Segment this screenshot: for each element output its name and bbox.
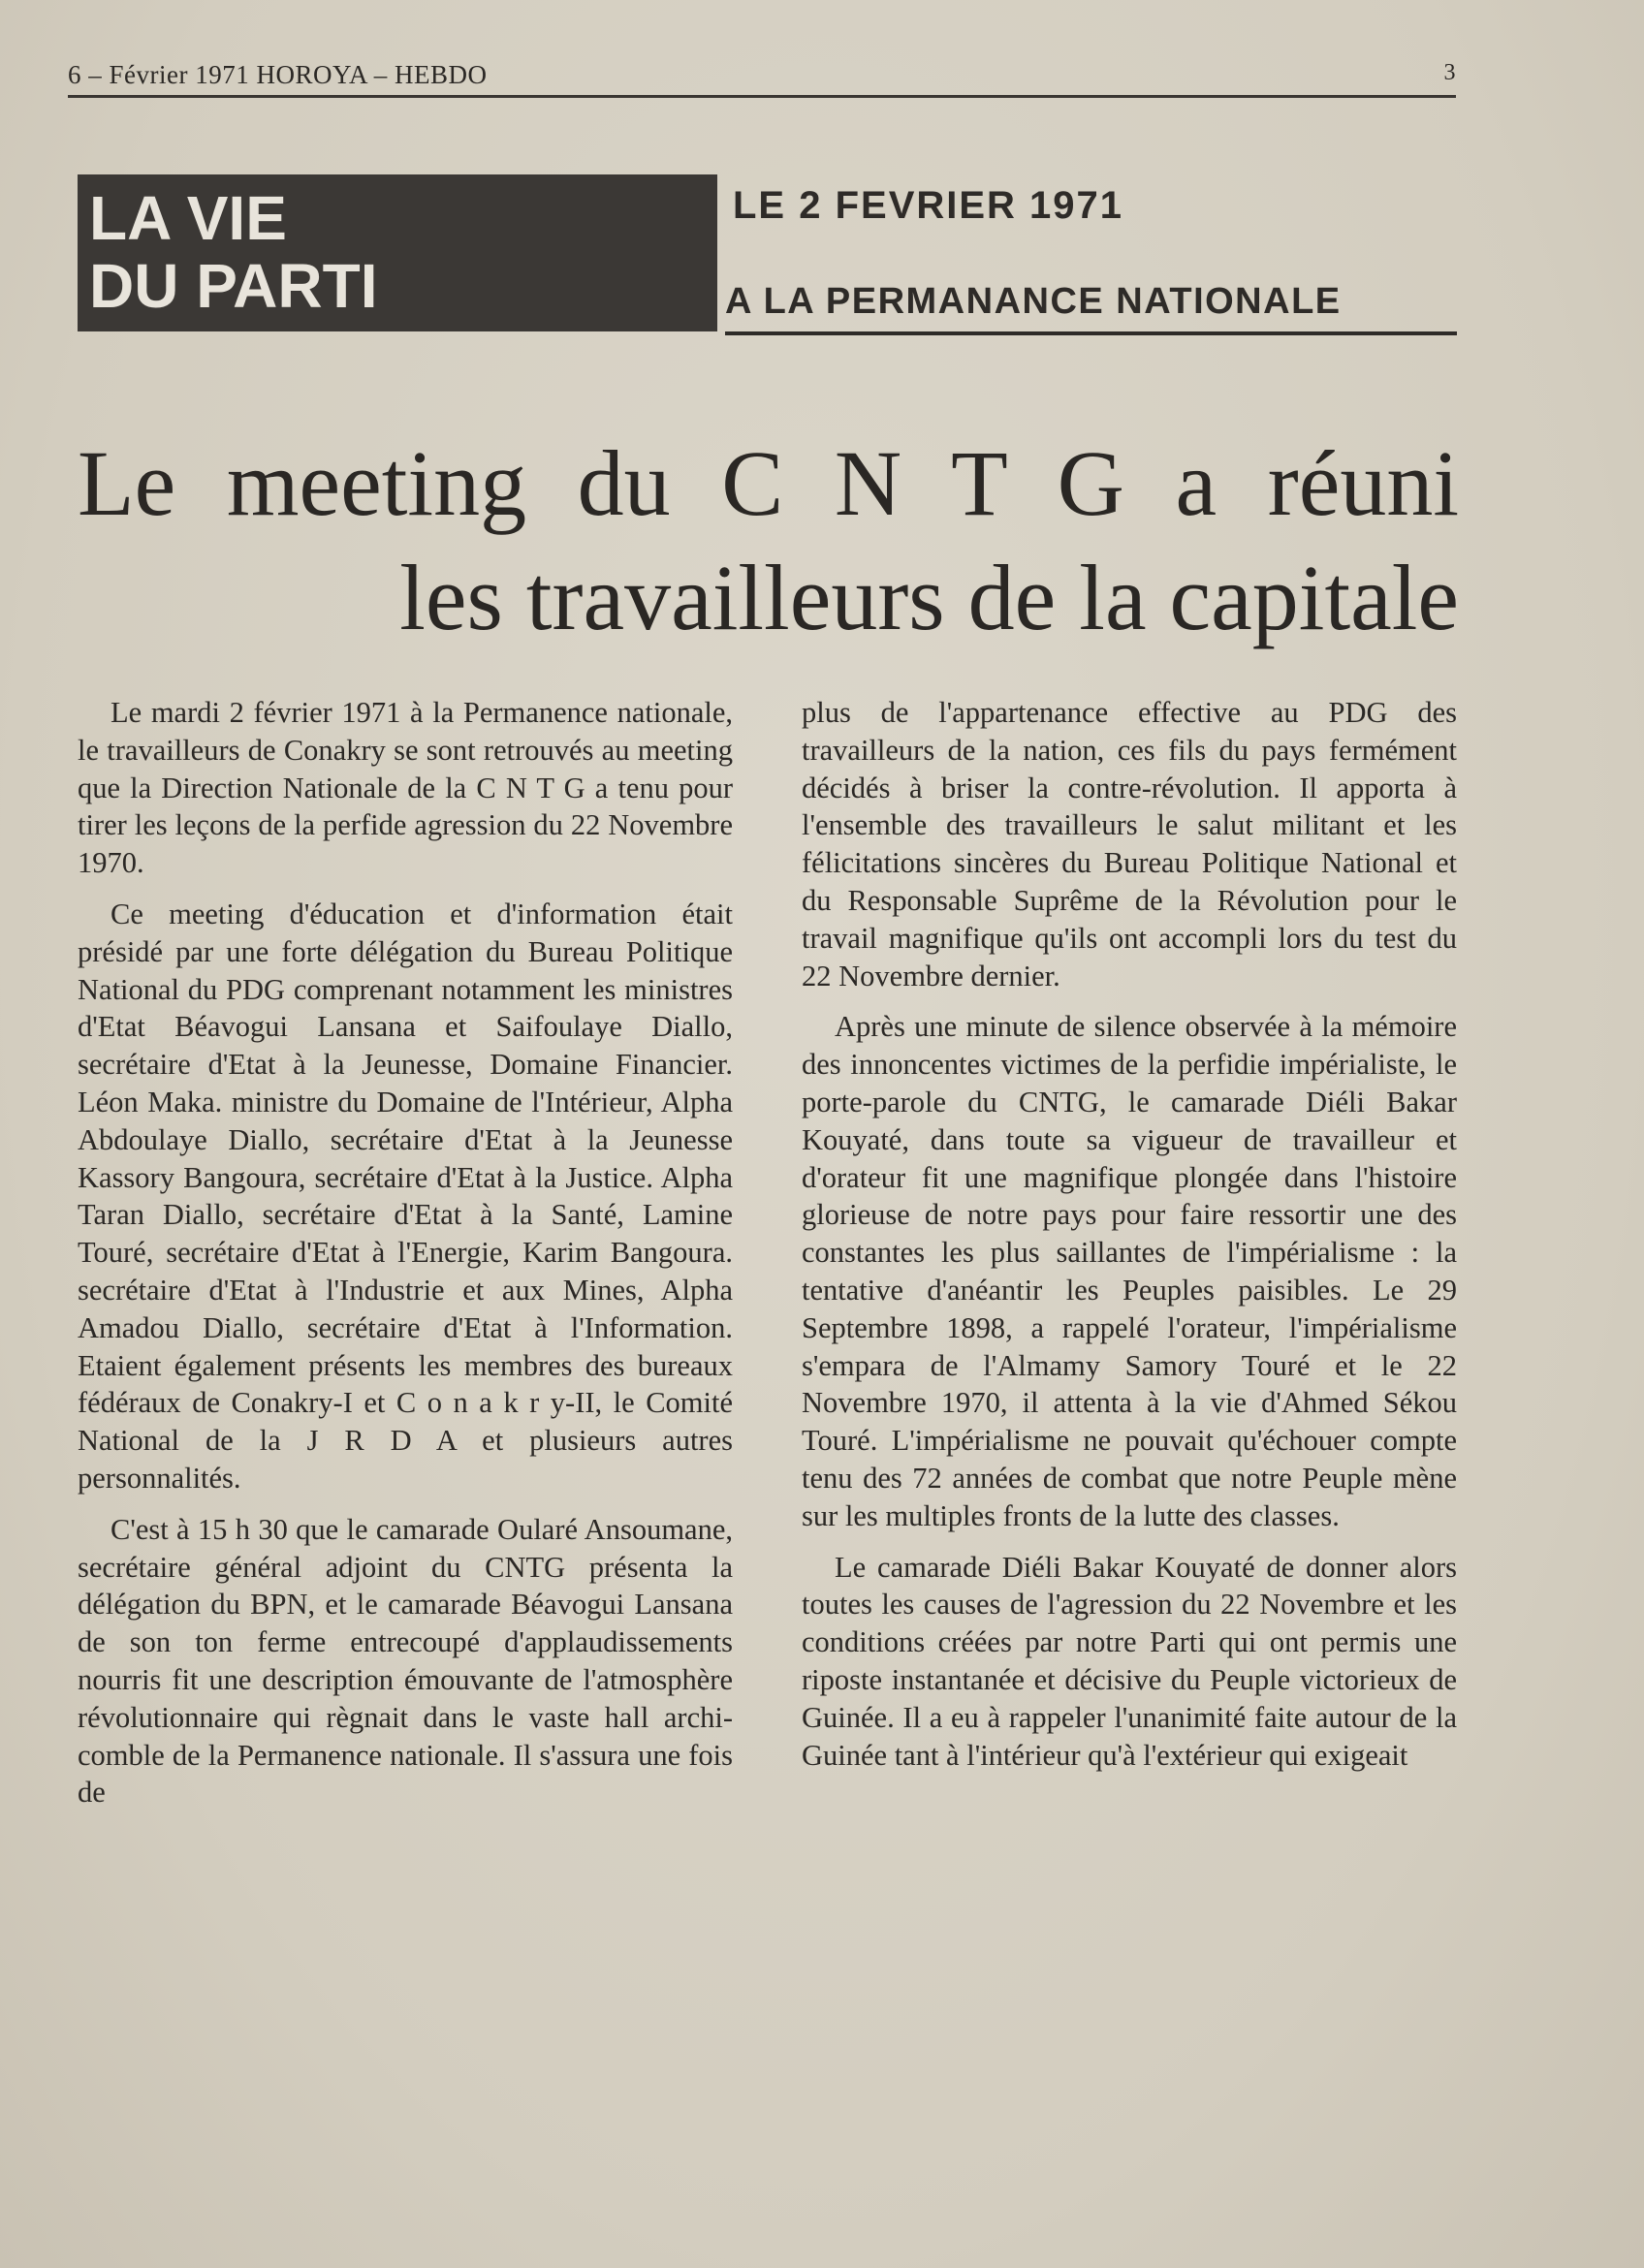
article-paragraph: Ce meeting d'éducation et d'information était présidé par une forte délégation du Bureau Politique National du PDG comprenant notamment les ministres d'Etat Béavogui Lansana et Saifoulaye Diallo, secrétaire d'Etat à la Jeunesse, Domaine Financier. Léon Maka. ministre du Domaine de l'Intérieur, Alpha Abdoulaye Diallo, secrétaire d'Etat à la Jeunesse Kassory Bangoura, secrétaire d'Etat à la Justice. Alpha Taran Diallo, secrétaire d'Etat à la Santé, Lamine Touré, secrétaire d'Etat à l'Energie, Karim Bangoura. secrétaire d'Etat à l'Industrie et aux Mines, Alpha Amadou Diallo, secrétaire d'Etat à l'Information. Etaient également présents les membres des bureaux fédéraux de Conakry-I et C o n a k r y-II, le Comité National de la J R D A et plusieurs autres personnalités. [78,897,733,1495]
article-headline [78,426,1459,655]
kicker-rule [725,331,1457,335]
article-paragraph: Le mardi 2 février 1971 à la Permanence nationale, le travailleurs de Conakry se sont retrouvés au meeting que la Direction Nationale de la C N T G a tenu pour tirer les leçons de la perfide agression du 22 Novembre 1970. [78,696,733,880]
section-banner-line1: LA VIE [89,183,287,253]
section-banner [78,174,717,331]
article-paragraph: plus de l'appartenance effective au PDG des travailleurs de la nation, ces fils du pays fermément décidés à briser la contre-révolution. Il apporta à l'ensemble des travailleurs le salut militant et les félicitations sincères du Bureau Politique National et du Responsable Suprême de la Révolution pour le travail magnifique qu'ils ont accompli lors du test du 22 Novembre dernier. [802,696,1457,992]
page-number: 3 [1443,60,1456,85]
kicker-date: LE 2 FEVRIER 1971 [733,184,1124,227]
article-paragraph: Le camarade Diéli Bakar Kouyaté de donner alors toutes les causes de l'agression du 22 Novembre et les conditions créées par notre Parti qui ont permis une riposte instantanée et décisive du Peuple victorieux de Guinée. Il a eu à rappeler l'unanimité faite autour de la Guinée tant à l'intérieur qu'à l'extérieur qui exigeait [802,1550,1457,1772]
issue-line: 6 – Février 1971 HOROYA – HEBDO [68,60,488,89]
article-paragraph: Après une minute de silence observée à la mémoire des innoncentes victimes de la perfidie impérialiste, le porte-parole du CNTG, le camarade Diéli Bakar Kouyaté, dans toute sa vigueur de travailleur et d'orateur fit une magnifique plongée dans l'histoire glorieuse de notre pays pour faire ressortir une des constantes les plus saillantes de l'impérialisme : la tentative d'anéantir les Peuples paisibles. Le 29 Septembre 1898, a rappelé l'orateur, l'impérialisme s'empara de l'Almamy Samory Touré et le 22 Novembre 1970, il attenta à la vie d'Ahmed Sékou Touré. L'impérialisme ne pouvait qu'échouer compte tenu des 72 années de combat que notre Peuple mène sur les multiples fronts de la lutte des classes. [802,1010,1457,1532]
article-column-right [802,694,1457,1787]
article-kicker [725,174,1457,339]
headline-line1: Le meeting du C N T G a réuni [78,431,1459,535]
section-banner-line2: DU PARTI [89,251,378,321]
kicker-place: A LA PERMANANCE NATIONALE [725,281,1342,322]
article-column-left [78,694,733,1825]
article-paragraph: C'est à 15 h 30 que le camarade Oularé Ansoumane, secrétaire général adjoint du CNTG présenta la délégation du BPN, et le camarade Béavogui Lansana de son ton ferme entrecoupé d'applaudissements nourris fit une description émouvante de l'atmosphère révolutionnaire qui règnait dans le vaste hall archi-comble de la Permanence nationale. Il s'assura une fois de [78,1512,733,1810]
headline-line2: les travailleurs de la capitale [399,546,1459,649]
running-head [68,56,1456,98]
